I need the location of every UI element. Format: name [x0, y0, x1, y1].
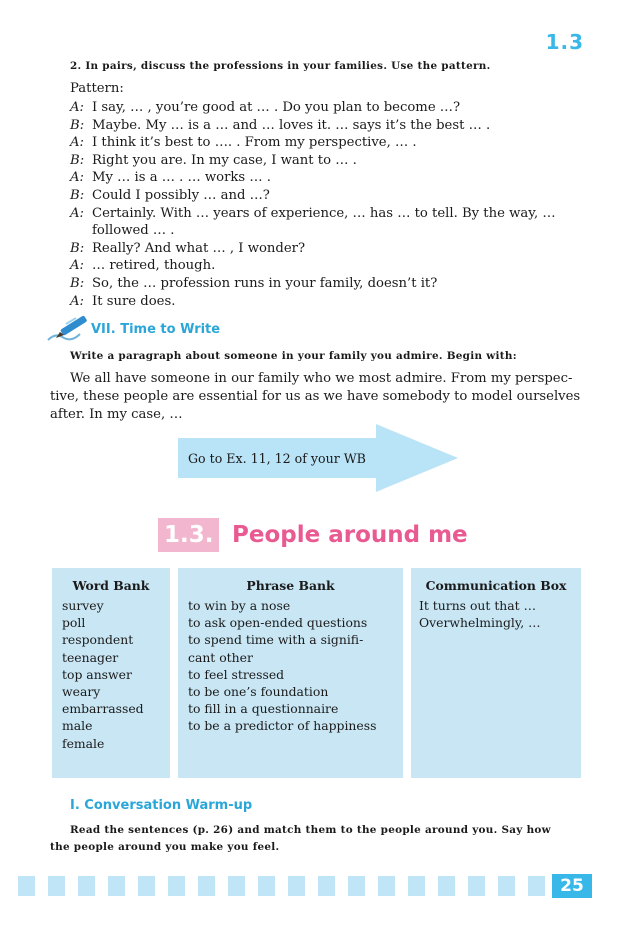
speaker-label: B:: [70, 152, 85, 168]
footer-square: [288, 876, 305, 896]
phrase-bank-item: to be one’s foundation: [188, 684, 329, 700]
speaker-label: B:: [70, 187, 85, 203]
dialogue-text: I say, … , you’re good at … . Do you plan to become …?: [92, 100, 461, 115]
phrase-bank-item: to be a predictor of happiness: [188, 718, 377, 734]
phrase-bank: [178, 568, 403, 778]
lesson-corner-badge: 1.3: [545, 30, 584, 54]
lesson-title: People around me: [232, 522, 468, 548]
dialogue-line: [70, 293, 600, 311]
dialogue-line: [70, 257, 600, 275]
footer-square: [108, 876, 125, 896]
speaker-label: A:: [70, 258, 84, 274]
write-task: Write a paragraph about someone in your family you admire. Begin with:: [70, 350, 517, 362]
dialogue-text: I think it’s best to …. . From my perspective, … .: [92, 135, 417, 151]
write-paragraph-line: after. In my case, …: [50, 407, 183, 422]
dialogue-text: followed … .: [92, 223, 175, 239]
dialogue-text: It sure does.: [92, 293, 176, 309]
word-bank-item: respondent: [62, 632, 134, 648]
exercise-2-task: 2. In pairs, discuss the professions in your families. Use the pattern.: [70, 60, 491, 72]
footer-square: [318, 876, 335, 896]
dialogue-text: So, the … profession runs in your family, doesn’t it?: [92, 275, 438, 291]
word-bank-item: teenager: [62, 649, 119, 665]
dialogue-text: Right you are. In my case, I want to … .: [92, 152, 357, 168]
dialogue-pattern: [70, 99, 600, 310]
lesson-number: 1.3.: [158, 518, 219, 552]
word-bank-item: embarrassed: [62, 701, 144, 717]
footer-square: [168, 876, 185, 896]
footer-square: [78, 876, 95, 896]
phrase-bank-item: to spend time with a signifi-: [188, 632, 364, 648]
communication-box: [411, 568, 581, 778]
word-bank-item: top answer: [62, 666, 132, 682]
word-bank-item: female: [62, 735, 105, 751]
dialogue-line: [70, 240, 600, 258]
speaker-label: A:: [70, 205, 84, 221]
dialogue-text: … retired, though.: [92, 258, 216, 274]
phrase-bank-heading: Phrase Bank: [246, 578, 335, 593]
dialogue-line: [70, 117, 600, 135]
dialogue-text: Really? And what … , I wonder?: [92, 240, 306, 256]
footer-square: [228, 876, 245, 896]
page-number: 25: [552, 874, 592, 898]
dialogue-line: [70, 99, 600, 117]
write-paragraph-line: We all have someone in our family who we most admire. From my perspec-: [70, 371, 573, 386]
phrase-bank-item: to win by a nose: [188, 598, 291, 613]
dialogue-text: Could I possibly … and …?: [92, 187, 270, 203]
word-bank-heading: Word Bank: [72, 578, 150, 593]
warmup-task-line: Read the sentences (p. 26) and match them to the people around you. Say how: [70, 824, 551, 836]
word-bank-item: weary: [62, 684, 101, 700]
word-bank: [52, 568, 170, 778]
speaker-label: A:: [70, 170, 84, 186]
dialogue-text: My … is a … . … works … .: [92, 170, 271, 186]
speaker-label: A:: [70, 135, 84, 151]
footer-square: [408, 876, 425, 896]
warmup-task-line: the people around you make you feel.: [50, 841, 280, 853]
write-paragraph-line: tive, these people are essential for us as we have somebody to model ourselves: [50, 389, 581, 404]
speaker-label: A:: [70, 100, 84, 115]
footer-square: [378, 876, 395, 896]
dialogue-line: [70, 187, 600, 205]
footer-square: [48, 876, 65, 896]
dialogue-line: [70, 205, 600, 223]
dialogue-text: Certainly. With … years of experience, … has … to tell. By the way, …: [92, 205, 556, 221]
dialogue-line: [70, 222, 600, 240]
section-heading-time-to-write: VII. Time to Write: [91, 322, 221, 337]
word-bank-item: poll: [62, 615, 86, 631]
dialogue-line: [70, 152, 600, 170]
speaker-label: B:: [70, 240, 85, 256]
phrase-bank-item: cant other: [188, 649, 253, 665]
footer-square: [138, 876, 155, 896]
speaker-label: B:: [70, 117, 85, 133]
footer-square: [528, 876, 545, 896]
word-bank-item: survey: [62, 598, 104, 613]
phrase-bank-item: to feel stressed: [188, 666, 285, 682]
speaker-label: B:: [70, 275, 85, 291]
speaker-label: A:: [70, 293, 84, 309]
dialogue-line: [70, 169, 600, 187]
phrase-bank-item: to ask open-ended questions: [188, 615, 368, 631]
footer-square: [498, 876, 515, 896]
communication-box-item: Overwhelmingly, …: [419, 615, 541, 631]
section-heading-warmup: I. Conversation Warm-up: [70, 798, 253, 813]
footer-square: [438, 876, 455, 896]
footer-square: [18, 876, 35, 896]
footer-square: [258, 876, 275, 896]
footer-square: [348, 876, 365, 896]
pen-writing-icon: [46, 314, 92, 344]
communication-box-heading: Communication Box: [425, 578, 567, 593]
dialogue-line: [70, 275, 600, 293]
footer-square: [468, 876, 485, 896]
pattern-label: Pattern:: [70, 81, 124, 96]
word-bank-item: male: [62, 718, 93, 734]
communication-box-item: It turns out that …: [419, 598, 536, 613]
workbook-reference: Go to Ex. 11, 12 of your WB: [188, 451, 366, 466]
dialogue-text: Maybe. My … is a … and … loves it. … says it’s the best … .: [92, 117, 491, 133]
footer-square: [198, 876, 215, 896]
phrase-bank-item: to fill in a questionnaire: [188, 701, 339, 717]
dialogue-line: [70, 134, 600, 152]
